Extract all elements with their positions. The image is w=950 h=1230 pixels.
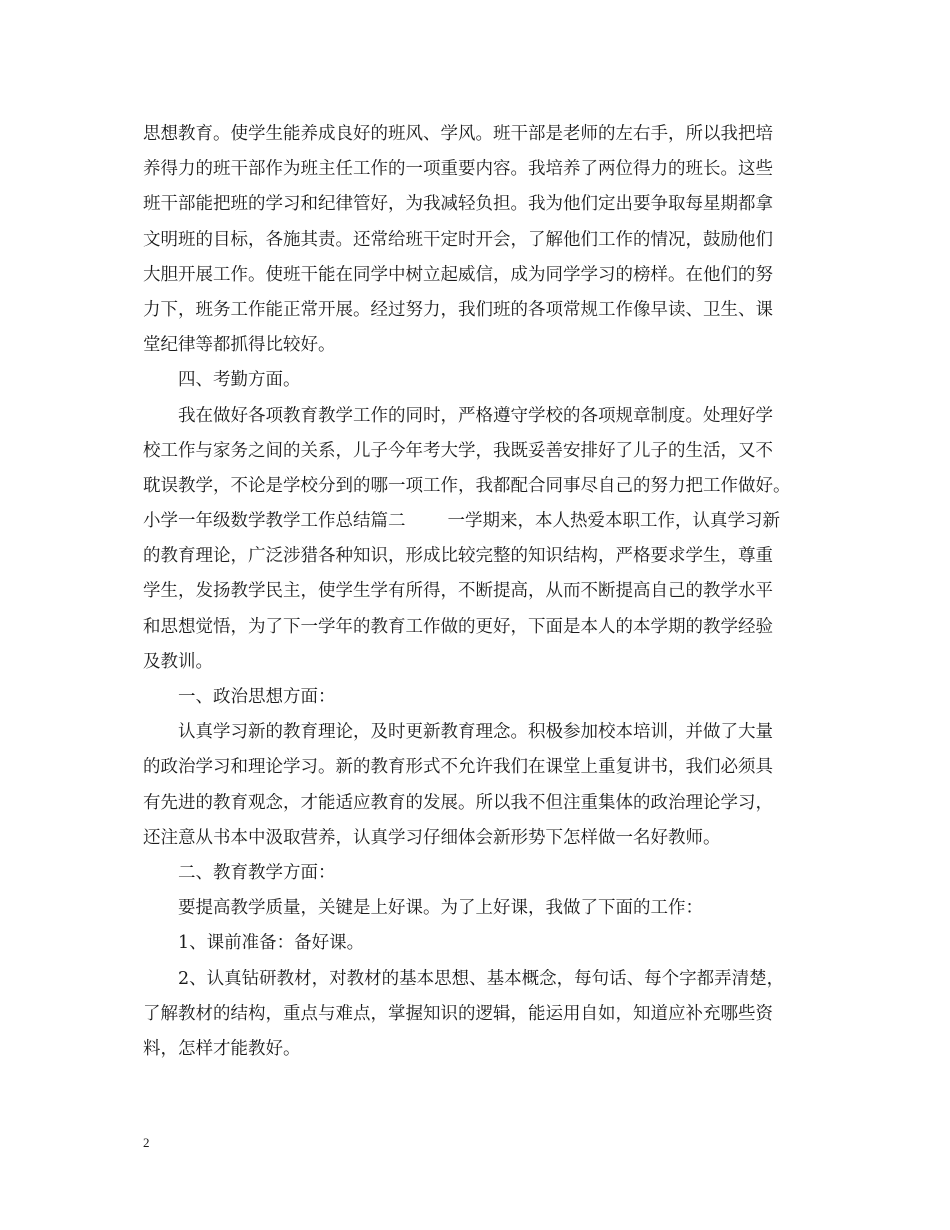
section-heading: 四、考勤方面。 <box>143 370 301 391</box>
text-line: 1、课前准备：备好课。 <box>143 933 365 954</box>
text-line: 堂纪律等都抓得比较好。 <box>143 335 336 356</box>
text-line: 认真学习新的教育理论，及时更新教育理念。积极参加校本培训，并做了大量 <box>143 722 773 743</box>
text-line: 我在做好各项教育教学工作的同时，严格遵守学校的各项规章制度。处理好学 <box>143 405 773 426</box>
text-line: 大胆开展工作。使班干能在同学中树立起威信，成为同学学习的榜样。在他们的努 <box>143 264 773 285</box>
article-title: 小学一年级数学教学工作总结篇二 <box>143 511 406 532</box>
text-line: 和思想觉悟，为了下一学年的教育工作做的更好，下面是本人的本学期的教学经验 <box>143 616 773 637</box>
text-line: 了解教材的结构，重点与难点，掌握知识的逻辑，能运用自如，知道应补充哪些资 <box>143 1003 773 1024</box>
text-line: 校工作与家务之间的关系，儿子今年考大学，我既妥善安排好了儿子的生活，又不 <box>143 440 773 461</box>
body-text <box>143 117 823 1067</box>
text-line: 要提高教学质量，关键是上好课。为了上好课，我做了下面的工作： <box>143 898 703 919</box>
text-line: 2、认真钻研教材，对教材的基本思想、基本概念，每句话、每个字都弄清楚， <box>143 968 785 989</box>
text-segment: 一学期来，本人热爱本职工作，认真学习新 <box>447 511 780 532</box>
text-line: 学生，发扬教学民主，使学生学有所得，不断提高，从而不断提高自己的教学水平 <box>143 581 773 602</box>
section-heading: 一、政治思想方面： <box>143 687 336 707</box>
text-line: 班干部能把班的学习和纪律管好，为我减轻负担。我为他们定出要争取每星期都拿 <box>143 194 773 215</box>
text-line: 文明班的目标，各施其责。还常给班干定时开会，了解他们工作的情况，鼓励他们 <box>143 229 773 250</box>
text-line: 有先进的教育观念，才能适应教育的发展。所以我不但注重集体的政治理论学习， <box>143 792 773 813</box>
text-line: 养得力的班干部作为班主任工作的一项重要内容。我培养了两位得力的班长。这些 <box>143 159 773 180</box>
text-line: 思想教育。使学生能养成良好的班风、学风。班干部是老师的左右手，所以我把培 <box>143 124 773 144</box>
text-line: 的教育理论，广泛涉猎各种知识，形成比较完整的知识结构，严格要求学生，尊重 <box>143 546 773 567</box>
text-line: 料，怎样才能教好。 <box>143 1038 301 1059</box>
page-number: 2 <box>143 1135 150 1150</box>
text-line-with-title <box>143 504 823 539</box>
text-line: 还注意从书本中汲取营养，认真学习仔细体会新形势下怎样做一名好教师。 <box>143 827 721 848</box>
text-line: 的政治学习和理论学习。新的教育形式不允许我们在课堂上重复讲书，我们必须具 <box>143 757 773 778</box>
section-heading: 二、教育教学方面： <box>143 862 336 883</box>
text-line: 耽误教学，不论是学校分到的哪一项工作，我都配合同事尽自己的努力把工作做好。 <box>143 475 791 496</box>
text-line: 力下，班务工作能正常开展。经过努力，我们班的各项常规工作像早读、卫生、课 <box>143 299 773 320</box>
text-line: 及教训。 <box>143 651 213 672</box>
